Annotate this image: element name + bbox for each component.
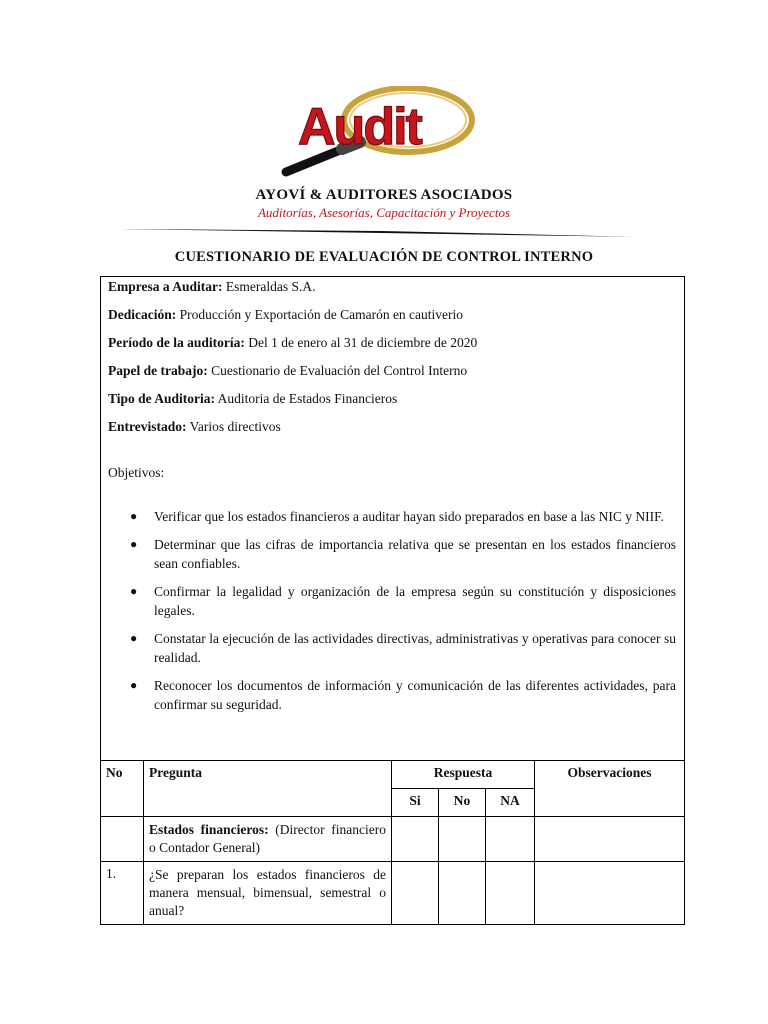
- objectives-title: Objetivos:: [108, 465, 165, 480]
- table-cell: [101, 817, 144, 862]
- section-title: Estados financieros:: [149, 822, 269, 837]
- field-label: Dedicación:: [108, 307, 177, 322]
- field-value: Varios directivos: [189, 419, 281, 434]
- header-na: NA: [486, 789, 535, 817]
- bullet-icon: ●: [130, 677, 138, 692]
- header-divider: [122, 226, 642, 240]
- objective-item: [108, 676, 676, 714]
- objective-text: Determinar que las cifras de importancia relativa que se presentan en los estados financieros sean confiables.: [154, 536, 676, 571]
- field-value: Cuestionario de Evaluación del Control Interno: [211, 363, 468, 378]
- objective-item: [108, 582, 676, 620]
- field-tipo: [108, 391, 676, 419]
- row-question: ¿Se preparan los estados financieros de manera mensual, bimensual, semestral o anual?: [144, 862, 392, 925]
- section-row: [101, 817, 685, 862]
- field-papel: [108, 363, 676, 391]
- objective-item: [108, 629, 676, 667]
- section-detail: (Director financiero o Contador General): [149, 822, 386, 855]
- bullet-icon: ●: [130, 536, 138, 551]
- bullet-icon: ●: [130, 583, 138, 598]
- bullet-icon: ●: [130, 630, 138, 645]
- field-label: Empresa a Auditar:: [108, 279, 223, 294]
- header-observaciones: Observaciones: [535, 761, 685, 817]
- field-value: Del 1 de enero al 31 de diciembre de 2020: [248, 335, 478, 350]
- field-label: Tipo de Auditoria:: [108, 391, 216, 406]
- field-value: Auditoria de Estados Financieros: [217, 391, 398, 406]
- header-no-answer: No: [439, 789, 486, 817]
- audit-info-box: [100, 276, 685, 761]
- questionnaire-table: [100, 760, 685, 925]
- answer-na-cell[interactable]: [486, 817, 535, 862]
- objective-text: Verificar que los estados financieros a auditar hayan sido preparados en base a las NIC y NIIF.: [154, 508, 664, 524]
- header-respuesta: Respuesta: [392, 761, 535, 789]
- section-title-cell: [144, 817, 392, 862]
- header-si: Si: [392, 789, 439, 817]
- firm-tagline: Auditorías, Asesorías, Capacitación y Proyectos: [257, 205, 511, 220]
- answer-no-cell[interactable]: [439, 862, 486, 925]
- field-label: Entrevistado:: [108, 419, 187, 434]
- objective-text: Confirmar la legalidad y organización de la empresa según su constitución y disposiciones legales.: [154, 583, 676, 618]
- bullet-icon: ●: [130, 508, 138, 523]
- field-label: Papel de trabajo:: [108, 363, 208, 378]
- firm-name: AYOVÍ & AUDITORES ASOCIADOS: [255, 187, 513, 203]
- objectives-list: [108, 507, 676, 714]
- objective-item: [108, 507, 676, 526]
- field-dedicacion: [108, 307, 676, 335]
- observation-cell[interactable]: [535, 817, 685, 862]
- document-title: CUESTIONARIO DE EVALUACIÓN DE CONTROL INTERNO: [174, 249, 594, 265]
- answer-si-cell[interactable]: [392, 817, 439, 862]
- answer-si-cell[interactable]: [392, 862, 439, 925]
- field-value: Esmeraldas S.A.: [225, 279, 316, 294]
- header-pregunta: Pregunta: [144, 761, 392, 817]
- field-label: Período de la auditoría:: [108, 335, 245, 350]
- observation-cell[interactable]: [535, 862, 685, 925]
- audit-logo: [278, 86, 488, 178]
- objective-item: [108, 535, 676, 573]
- logo-text: Audit: [298, 98, 421, 156]
- field-empresa: [108, 279, 676, 307]
- objective-text: Reconocer los documentos de información y comunicación de las diferentes actividades, para confirmar su seguridad.: [154, 677, 676, 712]
- row-number: 1.: [101, 862, 144, 925]
- answer-na-cell[interactable]: [486, 862, 535, 925]
- field-entrevistado: [108, 419, 676, 447]
- answer-no-cell[interactable]: [439, 817, 486, 862]
- header-no: No: [101, 761, 144, 817]
- table-row: [101, 862, 685, 925]
- objective-text: Constatar la ejecución de las actividades directivas, administrativas y operativas para conocer su realidad.: [154, 630, 676, 665]
- field-periodo: [108, 335, 676, 363]
- field-value: Producción y Exportación de Camarón en cautiverio: [179, 307, 464, 322]
